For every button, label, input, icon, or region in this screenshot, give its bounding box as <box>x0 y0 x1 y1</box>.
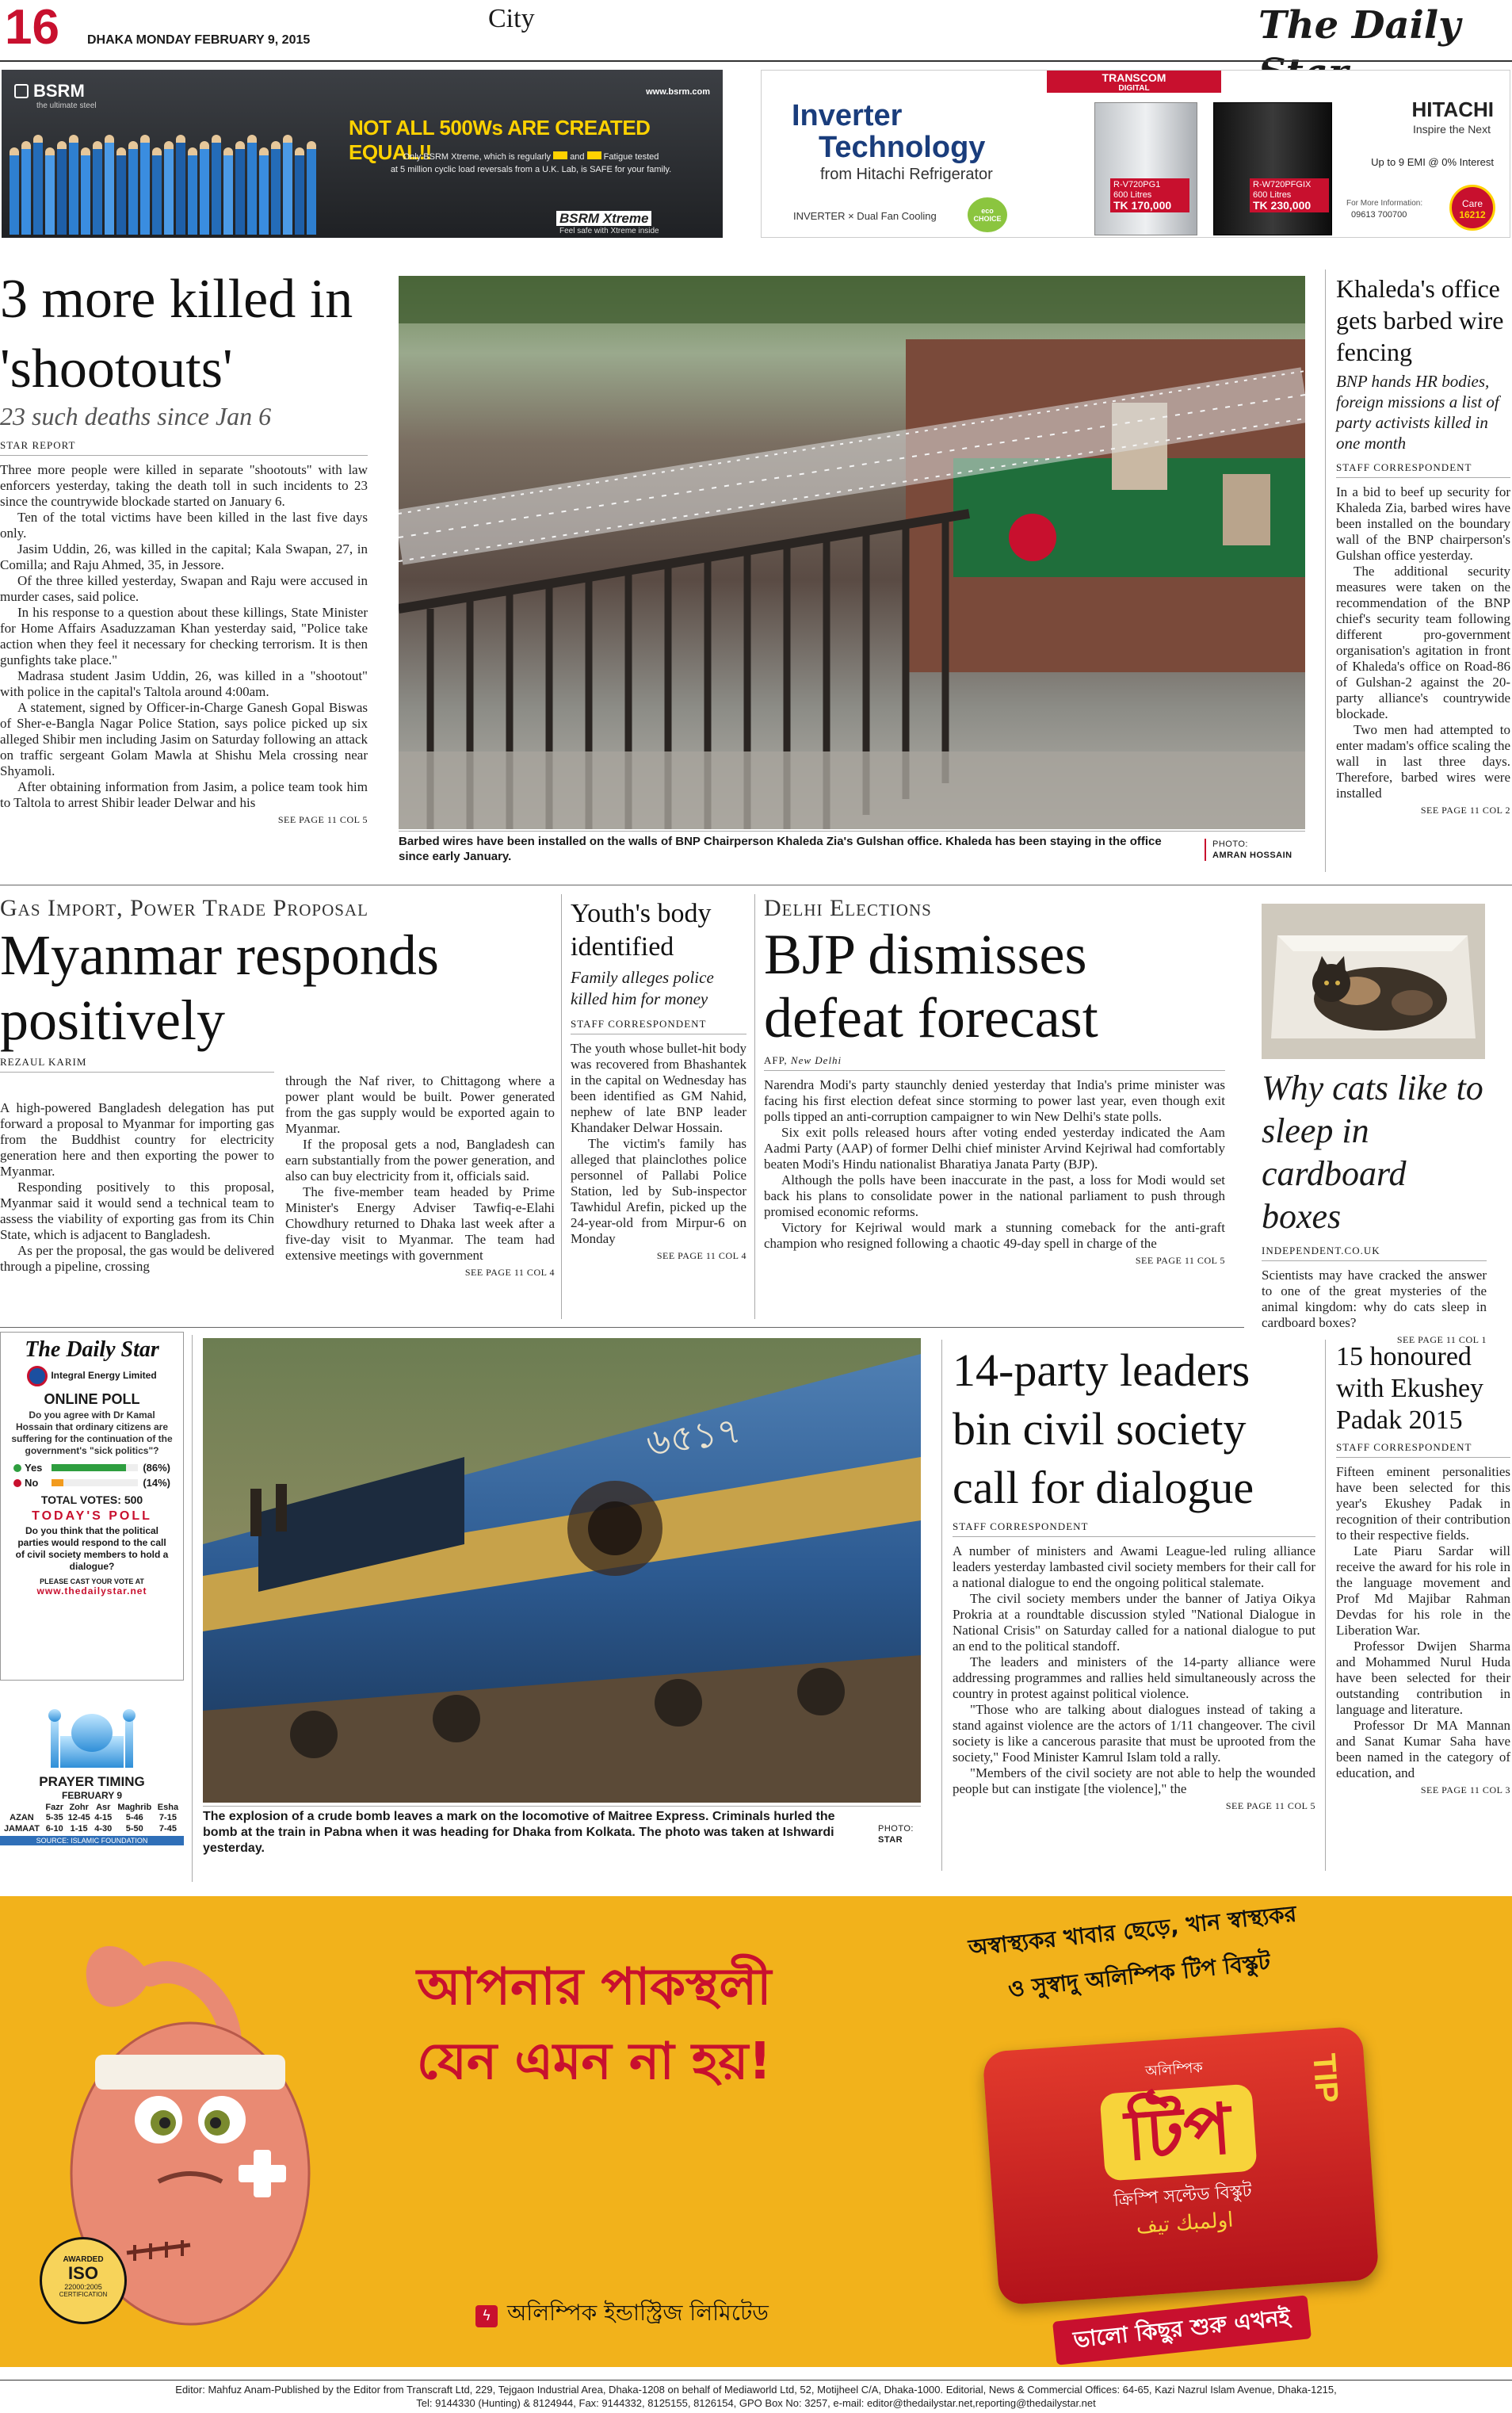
train-credit-name: STAR <box>878 1835 903 1845</box>
fridge-2-model: R-W720PFGIX <box>1253 180 1312 189</box>
dateline: DHAKA MONDAY FEBRUARY 9, 2015 <box>87 33 311 47</box>
story-youth-byline: STAFF CORRESPONDENT <box>571 1018 746 1034</box>
poll-total-votes: TOTAL VOTES: 500 <box>40 1493 143 1506</box>
prayer-column-header: Fazr <box>45 1803 64 1812</box>
story-cats-paragraph: Scientists may have cracked the answer to one of the great mysteries of the animal kingdom: why do cats sleep in cardboard boxes? <box>1262 1268 1487 1330</box>
story-youth <box>571 897 746 1262</box>
prayer-header-row <box>0 1803 181 1812</box>
pencil <box>93 141 102 235</box>
prayer-column-header: Zohr <box>69 1803 89 1812</box>
todays-poll-title: TODAY'S POLL <box>32 1509 152 1523</box>
story-bjp-body <box>764 1077 1225 1252</box>
pencil <box>128 141 138 235</box>
story-youth-paragraph: The victim's family has alleged that plainclothes police personnel of Pallabi Police Station, led by Sub-inspector Tawhidul Arefin, picked up the 24-year-old from Mirpur-6 on Monday <box>571 1136 746 1246</box>
prayer-cell: 4-30 <box>94 1824 113 1834</box>
bsrm-logo-tag: the ultimate steel <box>36 101 97 110</box>
prayer-row <box>0 1812 181 1823</box>
poll-no-bar <box>52 1479 63 1486</box>
tip-english: TIP <box>1306 2052 1345 2105</box>
story-myanmar-headline[interactable]: Myanmar responds positively <box>0 924 439 1052</box>
olympic-company-strip <box>475 2296 769 2333</box>
poll-url[interactable]: www.thedailystar.net <box>36 1585 147 1597</box>
story-khaleda-see-page[interactable]: SEE PAGE 11 COL 2 <box>1420 805 1510 816</box>
story-bjp-paragraph: Narendra Modi's party staunchly denied yesterday that India's prime minister was facing his first election defeat since storming to power last year, even though exit polls tipped an anti-corruption campaigner to win New Delhi's state polls. <box>764 1077 1225 1124</box>
fridge-silver <box>1094 102 1197 235</box>
story-bjp-paragraph: Victory for Kejriwal would mark a stunning comeback for the anti-graft champion who resigned following a chaotic 49-day spell in charge of the <box>764 1220 1225 1251</box>
footer-imprint <box>0 2383 1512 2410</box>
poll-yes-value: (86%) <box>143 1462 170 1474</box>
hitachi-info-label: For More Information: <box>1346 199 1423 208</box>
tip-product-name: টিপ <box>1099 2084 1258 2182</box>
olympic-headline-1: আপনার পাকস্থলী <box>417 1958 772 2017</box>
story-shootouts-paragraph: A statement, signed by Officer-in-Charge Ganesh Gopal Biswas of Sher-e-Bangla Nagar Police Station, says police picked up six alleged Shibir men including Jasim on Saturday following an attack on traffic sergeant Golam Mawla at Shishu Mela crossing near Shyamoli. <box>0 700 368 778</box>
pencil <box>200 141 209 235</box>
transcom-sub: DIGITAL <box>1118 84 1150 93</box>
story-ekushey-paragraph: Fifteen eminent personalities have been selected for this year's Ekushey Padak in recognition of their contribution to their respective fields. <box>1336 1464 1510 1543</box>
pencil-graphic <box>10 117 334 235</box>
story-ekushey-paragraph: Professor Dwijen Sharma and Mohammed Nurul Huda have been selected for their outstanding contribution in language and literature. <box>1336 1639 1510 1717</box>
fridge-2-size: 600 Litres <box>1253 190 1292 200</box>
care-label: Care <box>1461 198 1483 209</box>
story-shootouts-see-page[interactable]: SEE PAGE 11 COL 5 <box>277 814 368 825</box>
story-shootouts-headline[interactable]: 3 more killed in 'shootouts' <box>0 269 353 400</box>
story-14-party-paragraph: "Members of the civil society are not able to help the wounded people but can instigate [the violence]," the <box>953 1765 1315 1796</box>
story-khaleda-paragraph: The additional security measures were taken on the recommendation of the BNP chief's security team following different pro-government organisation's agitation in front of Khaleda's office on Road-86 of Gulshan-2 against the 20-party alliance's countrywide blockade. <box>1336 564 1510 721</box>
prayer-column-header: Asr <box>96 1803 111 1812</box>
hitachi-info-phone: 09613 700700 <box>1351 210 1407 220</box>
no-dot-icon <box>13 1479 21 1487</box>
footer-line-1: Editor: Mahfuz Anam-Published by the Editor from Transcraft Ltd, 229, Tejgaon Industrial Area, Dhaka-1208 on behalf of Mediaworld Ltd, 52, Motijheel C/A, Dhaka-1000. Editorial, News & Commercial Offices: 64-65, Kazi Nazrul Islam Avenue, Dhaka-1215, <box>175 2384 1337 2396</box>
olympic-flame-icon: ϟ <box>475 2305 498 2327</box>
section-rule-2 <box>0 1327 1244 1328</box>
page-header <box>0 0 1512 65</box>
hitachi-headline-2: Technology <box>819 131 986 164</box>
story-shootouts-byline: STAR REPORT <box>0 439 368 456</box>
story-bjp-headline[interactable]: BJP dismisses defeat forecast <box>764 923 1098 1050</box>
olympic-tip-ad[interactable] <box>0 1896 1512 2367</box>
transcom-name: TRANSCOM <box>1102 71 1166 84</box>
olympic-slogan: ভালো কিছুর শুরু এখনই <box>1052 2295 1312 2365</box>
story-cats-headline[interactable]: Why cats like to sleep in cardboard boxes <box>1262 1069 1483 1236</box>
tip-product-sub: ক্রিস্পি সল্টেড বিস্কুট <box>1113 2181 1253 2211</box>
pencil <box>176 135 185 235</box>
pencil <box>81 147 90 235</box>
eco-choice-badge: eco CHOICE <box>968 197 1007 232</box>
story-myanmar-paragraph: through the Naf river, to Chittagong where a power plant would be built. Power generated from the gas supply would be exported again to Myanmar. <box>285 1073 555 1136</box>
pencil <box>295 147 304 235</box>
iso-label: ISO <box>68 2263 98 2283</box>
story-cats-byline: INDEPENDENT.CO.UK <box>1262 1245 1487 1261</box>
story-myanmar-col-1 <box>0 1100 274 1275</box>
story-bjp <box>764 894 1225 1267</box>
train-illustration <box>203 1338 921 1803</box>
prayer-cell: 5-50 <box>125 1824 143 1834</box>
pencil <box>259 147 269 235</box>
story-14-party-body <box>953 1543 1315 1797</box>
story-myanmar-see-page[interactable]: SEE PAGE 11 COL 4 <box>464 1267 555 1278</box>
prayer-source: SOURCE: ISLAMIC FOUNDATION <box>0 1836 184 1845</box>
pencil <box>235 141 245 235</box>
story-bjp-dateline: New Delhi <box>790 1054 842 1066</box>
story-shootouts-paragraph: In his response to a question about these killings, State Minister for Home Affairs Asaduzzaman Khan yesterday said, "Police take action when they feel it necessary for checking terrorism. It is then gunfights take place." <box>0 605 368 667</box>
poll-no-track <box>52 1479 138 1486</box>
bsrm-text-line2: at 5 million cyclic load reversals from a U.K. Lab, is SAFE for your family. <box>390 165 672 174</box>
story-14-party-see-page[interactable]: SEE PAGE 11 COL 5 <box>1225 1800 1315 1811</box>
story-youth-body <box>571 1041 746 1247</box>
pencil <box>223 147 233 235</box>
story-youth-see-page[interactable]: SEE PAGE 11 COL 4 <box>656 1250 746 1261</box>
story-ekushey-headline[interactable]: 15 honoured with Ekushey Padak 2015 <box>1336 1342 1484 1435</box>
story-shootouts <box>0 265 368 826</box>
pencil <box>33 135 43 235</box>
col-rule-mid-2 <box>754 894 755 1319</box>
fridge-1-price-tag <box>1110 178 1189 212</box>
poll-no-label: No <box>25 1477 39 1489</box>
barbed-wire-credit-label: PHOTO: <box>1212 839 1248 849</box>
barbed-wire-photo <box>399 276 1305 829</box>
story-myanmar-paragraph: A high-powered Bangladesh delegation has put forward a proposal to Myanmar for importing gas from the Buddhist country for electricity generation here and then exporting the power to Myanmar. <box>0 1100 274 1179</box>
prayer-row <box>0 1823 181 1834</box>
train-credit <box>878 1823 914 1845</box>
fridge-1-size: 600 Litres <box>1113 190 1152 200</box>
bsrm-cert-icon-2 <box>587 151 601 159</box>
iso-awarded: AWARDED <box>63 2255 104 2264</box>
header-rule <box>0 60 1512 62</box>
bsrm-brand: BSRM Xtreme <box>556 211 651 226</box>
prayer-cell: AZAN <box>10 1813 34 1822</box>
poll-question: Do you agree with Dr Kamal Hossain that ordinary citizens are suffering for the continuation of the government's "sick politics"? <box>11 1409 173 1456</box>
story-myanmar-kicker: Gas Import, Power Trade Proposal <box>0 895 368 921</box>
pencil <box>164 141 174 235</box>
iso-badge <box>40 2237 127 2324</box>
story-14-party-headline[interactable]: 14-party leaders bin civil society call for dialogue <box>953 1344 1254 1513</box>
story-shootouts-subhead: 23 such deaths since Jan 6 <box>0 402 272 430</box>
col-rule-left-bottom <box>192 1335 193 1882</box>
cat-photo <box>1262 904 1485 1059</box>
story-myanmar <box>0 894 555 1079</box>
poll-sponsor-name: Integral Energy Limited <box>51 1370 157 1382</box>
story-14-party-paragraph: The leaders and ministers of the 14-party alliance were addressing programmes and rallies held simultaneously across the country in protest against political violence. <box>953 1654 1315 1701</box>
cat-in-box-illustration <box>1262 904 1485 1059</box>
pencil <box>140 135 150 235</box>
hitachi-sub: from Hitachi Refrigerator <box>820 166 993 183</box>
story-bjp-kicker: Delhi Elections <box>764 895 932 921</box>
pencil <box>10 147 19 235</box>
prayer-cell: JAMAAT <box>3 1824 40 1834</box>
prayer-cell: 5-46 <box>125 1813 143 1822</box>
barbed-wire-credit-name: AMRAN HOSSAIN <box>1212 851 1292 860</box>
story-khaleda-body <box>1336 484 1510 801</box>
story-shootouts-body <box>0 462 368 811</box>
story-bjp-agency: AFP, <box>764 1054 788 1066</box>
story-ekushey-body <box>1336 1464 1510 1781</box>
col-rule-mid-1 <box>561 894 562 1319</box>
hitachi-brand: HITACHI <box>1411 98 1494 121</box>
fridge-1-model: R-V720PG1 <box>1113 180 1161 189</box>
prayer-cell: 4-15 <box>94 1813 113 1822</box>
prayer-cell: 6-10 <box>45 1824 63 1834</box>
footer-line-2: Tel: 9144330 (Hunting) & 8124944, Fax: 9144332, 8125155, 8126154, GPO Box No: 3257, e-mail: editor@thedailystar.net,reporting@thedailystar.net <box>416 2397 1096 2409</box>
pencil <box>283 135 292 235</box>
bsrm-logo <box>14 81 85 101</box>
barbed-wire-credit <box>1205 839 1292 861</box>
poll-no-value: (14%) <box>143 1477 170 1489</box>
story-myanmar-paragraph: Responding positively to this proposal, Myanmar said it would send a technical team to assess the viability of exporting gas from its Chin State, which is adjacent to Bangladesh. <box>0 1180 274 1242</box>
story-myanmar-paragraph: The five-member team headed by Prime Minister's Energy Adviser Tawfiq-e-Elahi Chowdhury returned to Dhaka last week after a five-day visit to Myanmar. The team had extensive meetings with government <box>285 1184 555 1263</box>
sponsor-logo-icon <box>27 1366 48 1386</box>
story-shootouts-paragraph: Of the three killed yesterday, Swapan and Raju were accused in murder cases, said police. <box>0 573 368 604</box>
tip-arabic: اولمبك تيف <box>1135 2208 1235 2239</box>
pencil <box>307 141 316 235</box>
pencil <box>116 147 126 235</box>
story-bjp-see-page[interactable]: SEE PAGE 11 COL 5 <box>1135 1255 1225 1266</box>
prayer-table <box>0 1803 181 1834</box>
prayer-column-header <box>0 1803 44 1812</box>
train-credit-label: PHOTO: <box>878 1824 914 1834</box>
story-ekushey-paragraph: Professor Dr MA Mannan and Sanat Kumar Saha have been named in the category of education, and <box>1336 1718 1510 1780</box>
poll-masthead: The Daily Star <box>25 1337 159 1362</box>
bsrm-logo-text: BSRM <box>33 81 85 101</box>
bsrm-logo-icon <box>14 84 29 98</box>
story-khaleda-office <box>1336 273 1510 816</box>
train-caption: The explosion of a crude bomb leaves a mark on the locomotive of Maitree Express. Criminals hurled the bomb at the train in Pabna when it was heading for Dhaka from Kolkata. The photo was taken at Ishwardi yesterday. <box>203 1810 835 1855</box>
col-rule-right-bottom <box>1325 1340 1326 1871</box>
poll-title: ONLINE POLL <box>44 1391 140 1407</box>
col-rule-right-top <box>1325 270 1326 872</box>
pencil <box>57 141 67 235</box>
prayer-title: PRAYER TIMING <box>39 1774 145 1789</box>
story-shootouts-paragraph: Madrasa student Jasim Uddin, 26, was killed in a "shootout" with police in the capital's Taltola around 4:00am. <box>0 668 368 699</box>
story-cats-see-page[interactable]: SEE PAGE 11 COL 1 <box>1396 1334 1487 1345</box>
train-photo <box>203 1338 921 1803</box>
olympic-curve-text-2: ও সুস্বাদু অলিম্পিক টিপ বিস্কুট <box>1006 1948 1272 2002</box>
poll-sponsor <box>1 1366 183 1386</box>
story-shootouts-paragraph: Three more people were killed in separate "shootouts" with law enforcers yesterday, taking the death toll in such incidents to 23 since the countrywide blockade started on January 6. <box>0 462 368 509</box>
bsrm-headline: NOT ALL 500Ws ARE CREATED EQUAL!! <box>349 116 651 164</box>
story-bjp-paragraph: Six exit polls released hours after voting ended yesterday indicated the Aam Aadmi Party (AAP) of former Delhi chief minister Arvind Kejriwal had comfortably beaten Modi's Hindu nationalist Bharatiya Janata Party (BJP). <box>764 1125 1225 1172</box>
col-rule-mid-3 <box>941 1340 942 1871</box>
transcom-care-badge <box>1449 185 1495 231</box>
story-ekushey <box>1336 1341 1510 1796</box>
story-shootouts-paragraph: Ten of the total victims have been killed in the last five days only. <box>0 510 368 541</box>
care-number: 16212 <box>1459 209 1486 220</box>
pencil <box>105 135 114 235</box>
story-myanmar-col-2 <box>285 1073 555 1264</box>
prayer-cell: 12-45 <box>67 1813 90 1822</box>
todays-poll-question: Do you think that the political parties would respond to the call of civil society members to hold a dialogue? <box>15 1525 169 1572</box>
story-myanmar-byline: REZAUL KARIM <box>0 1056 274 1073</box>
loco-number: ৬৫১৭ <box>643 1408 744 1465</box>
pencil <box>45 147 55 235</box>
poll-yes-row <box>1 1457 183 1474</box>
story-ekushey-paragraph: Late Piaru Sardar will receive the award for his role in the language movement and Prof Md Majibar Rahman Devdas for his role in the Liberation War. <box>1336 1543 1510 1638</box>
prayer-date: FEBRUARY 9 <box>61 1790 122 1801</box>
story-shootouts-paragraph: Jasim Uddin, 26, was killed in the capital; Kala Swapan, 27, in Comilla; and Raju Ahmed, 35, in Jessore. <box>0 541 368 572</box>
prayer-cell: 5-35 <box>45 1813 63 1822</box>
story-cats <box>1262 1067 1487 1346</box>
story-myanmar-col-2-wrap <box>285 1073 555 1279</box>
page-number: 16 <box>5 0 59 55</box>
prayer-timing-box <box>0 1693 184 1880</box>
olympic-curve-text-1: অস্বাস্থ্যকর খাবার ছেড়ে, খান স্বাস্থ্যকর <box>967 1900 1298 1961</box>
prayer-cell: 7-45 <box>158 1824 177 1834</box>
mosque-icon <box>44 1693 139 1772</box>
pencil <box>212 135 221 235</box>
poll-no-row <box>1 1474 183 1489</box>
bsrm-cert-icon <box>553 151 567 159</box>
story-ekushey-byline: STAFF CORRESPONDENT <box>1336 1441 1510 1458</box>
hitachi-brand-tag: Inspire the Next <box>1412 123 1491 136</box>
transcom-badge <box>1047 71 1221 93</box>
yes-dot-icon <box>13 1464 21 1472</box>
story-khaleda-subhead: BNP hands HR bodies, foreign missions a list of party activists killed in one month <box>1336 372 1499 453</box>
online-poll-box <box>0 1332 184 1681</box>
story-14-party-paragraph: The civil society members under the banner of Jatiya Oikya Prokria at a roundtable discussion styled "National Dialogue in National Crisis" on Saturday called for a national dialogue to put an end to the political standoff. <box>953 1591 1315 1654</box>
pencil <box>152 147 162 235</box>
story-14-party-paragraph: A number of ministers and Awami League-led ruling alliance leaders yesterday lambasted civil society members for their call for a national dialogue to end the ongoing political stalemate. <box>953 1543 1315 1590</box>
bsrm-text-line1: Only BSRM Xtreme, which is regularly <box>403 152 552 162</box>
fridge-2-price-tag <box>1250 178 1329 212</box>
story-myanmar-paragraph: As per the proposal, the gas would be delivered through a pipeline, crossing <box>0 1243 274 1274</box>
story-ekushey-see-page[interactable]: SEE PAGE 11 COL 3 <box>1420 1784 1510 1795</box>
pencil <box>188 147 197 235</box>
story-14-party-byline: STAFF CORRESPONDENT <box>953 1520 1315 1537</box>
poll-cast-label: PLEASE CAST YOUR VOTE AT <box>40 1577 144 1585</box>
story-khaleda-headline[interactable]: Khaleda's office gets barbed wire fencing <box>1336 274 1504 366</box>
hitachi-ad[interactable] <box>761 70 1510 238</box>
fridge-1-price: TK 170,000 <box>1113 199 1172 212</box>
story-youth-subhead: Family alleges police killed him for money <box>571 968 714 1008</box>
pencil <box>69 135 78 235</box>
pencil <box>271 141 281 235</box>
iso-number: 22000:2005 <box>64 2283 102 2291</box>
prayer-cell: 1-15 <box>70 1824 88 1834</box>
photo2-caption-rule <box>203 1806 921 1807</box>
tip-brand-small: অলিম্পিক <box>1144 2059 1204 2080</box>
story-bjp-byline <box>764 1054 1225 1071</box>
pencil <box>21 141 31 235</box>
bsrm-tagline: Feel safe with Xtreme inside <box>559 227 659 235</box>
bsrm-text <box>380 151 682 176</box>
barbed-wire-caption: Barbed wires have been installed on the walls of BNP Chairperson Khaleda Zia's Gulshan office. Khaleda has been staying in the office since early January. <box>399 835 1162 863</box>
story-khaleda-byline: STAFF CORRESPONDENT <box>1336 461 1510 478</box>
story-myanmar-paragraph: If the proposal gets a nod, Bangladesh can earn substantially from the power generation, and also can buy electricity from it, officials said. <box>285 1137 555 1184</box>
fridge-black <box>1213 102 1332 235</box>
story-bjp-paragraph: Although the polls have been inaccurate in the past, a loss for Modi would set back his plans to consolidate power in the national parliament to push through promised economic reforms. <box>764 1172 1225 1219</box>
bsrm-xtreme-brand <box>556 211 651 227</box>
bsrm-text-and: and <box>570 152 585 162</box>
masthead: The Daily <box>1258 3 1460 48</box>
hitachi-feature: INVERTER × Dual Fan Cooling <box>793 210 937 222</box>
tip-biscuit-pack <box>982 2026 1379 2306</box>
hitachi-emi: Up to 9 EMI @ 0% Interest <box>1371 156 1494 168</box>
story-khaleda-paragraph: Two men had attempted to enter madam's office scaling the wall in last three days. Therefore, barbed wires were installed <box>1336 722 1510 801</box>
photo1-caption-rule <box>399 831 1305 832</box>
bsrm-ad[interactable] <box>2 70 723 238</box>
barbed-wire-illustration <box>399 276 1305 829</box>
poll-yes-track <box>52 1464 138 1471</box>
prayer-cell: 7-15 <box>158 1813 177 1822</box>
poll-yes-label: Yes <box>25 1462 43 1474</box>
bsrm-text-fatigue: Fatigue tested <box>603 152 659 162</box>
story-14-party <box>953 1341 1315 1812</box>
story-shootouts-paragraph: After obtaining information from Jasim, a police team took him to Taltola to arrest Shibir leader Delwar and his <box>0 779 368 810</box>
story-khaleda-paragraph: In a bid to beef up security for Khaleda Zia, barbed wires have been installed on the boundary wall of the BNP chairperson's Gulshan office yesterday. <box>1336 484 1510 563</box>
section-name: City <box>488 4 535 33</box>
pencil <box>247 135 257 235</box>
olympic-headline-2: যেন এমন না হয়! <box>417 2033 772 2091</box>
bsrm-url: www.bsrm.com <box>646 87 710 97</box>
story-14-party-paragraph: "Those who are talking about dialogues instead of taking a stand against violence are the actors of 1/11 changeover. The civil society is like a cancerous parasite that must be uprooted from the society," Food Minister Kamrul Islam told a rally. <box>953 1702 1315 1765</box>
prayer-column-header: Esha <box>157 1803 179 1812</box>
story-youth-paragraph: The youth whose bullet-hit body was recovered from Bhashantek in the capital on Wednesday has been identified as GM Nahid, nephew of late BNP leader Khandaker Delwar Hossain. <box>571 1041 746 1135</box>
olympic-company: অলিম্পিক ইন্ডাস্ট্রিজ লিমিটেড <box>507 2300 769 2326</box>
iso-certification: CERTIFICATION <box>59 2291 108 2298</box>
hitachi-headline-1: Inverter <box>792 99 903 132</box>
story-cats-body <box>1262 1268 1487 1331</box>
prayer-column-header: Maghrib <box>117 1803 152 1812</box>
fridge-2-price: TK 230,000 <box>1253 199 1312 212</box>
poll-yes-bar <box>52 1464 126 1471</box>
story-youth-headline[interactable]: Youth's body identified <box>571 899 712 962</box>
